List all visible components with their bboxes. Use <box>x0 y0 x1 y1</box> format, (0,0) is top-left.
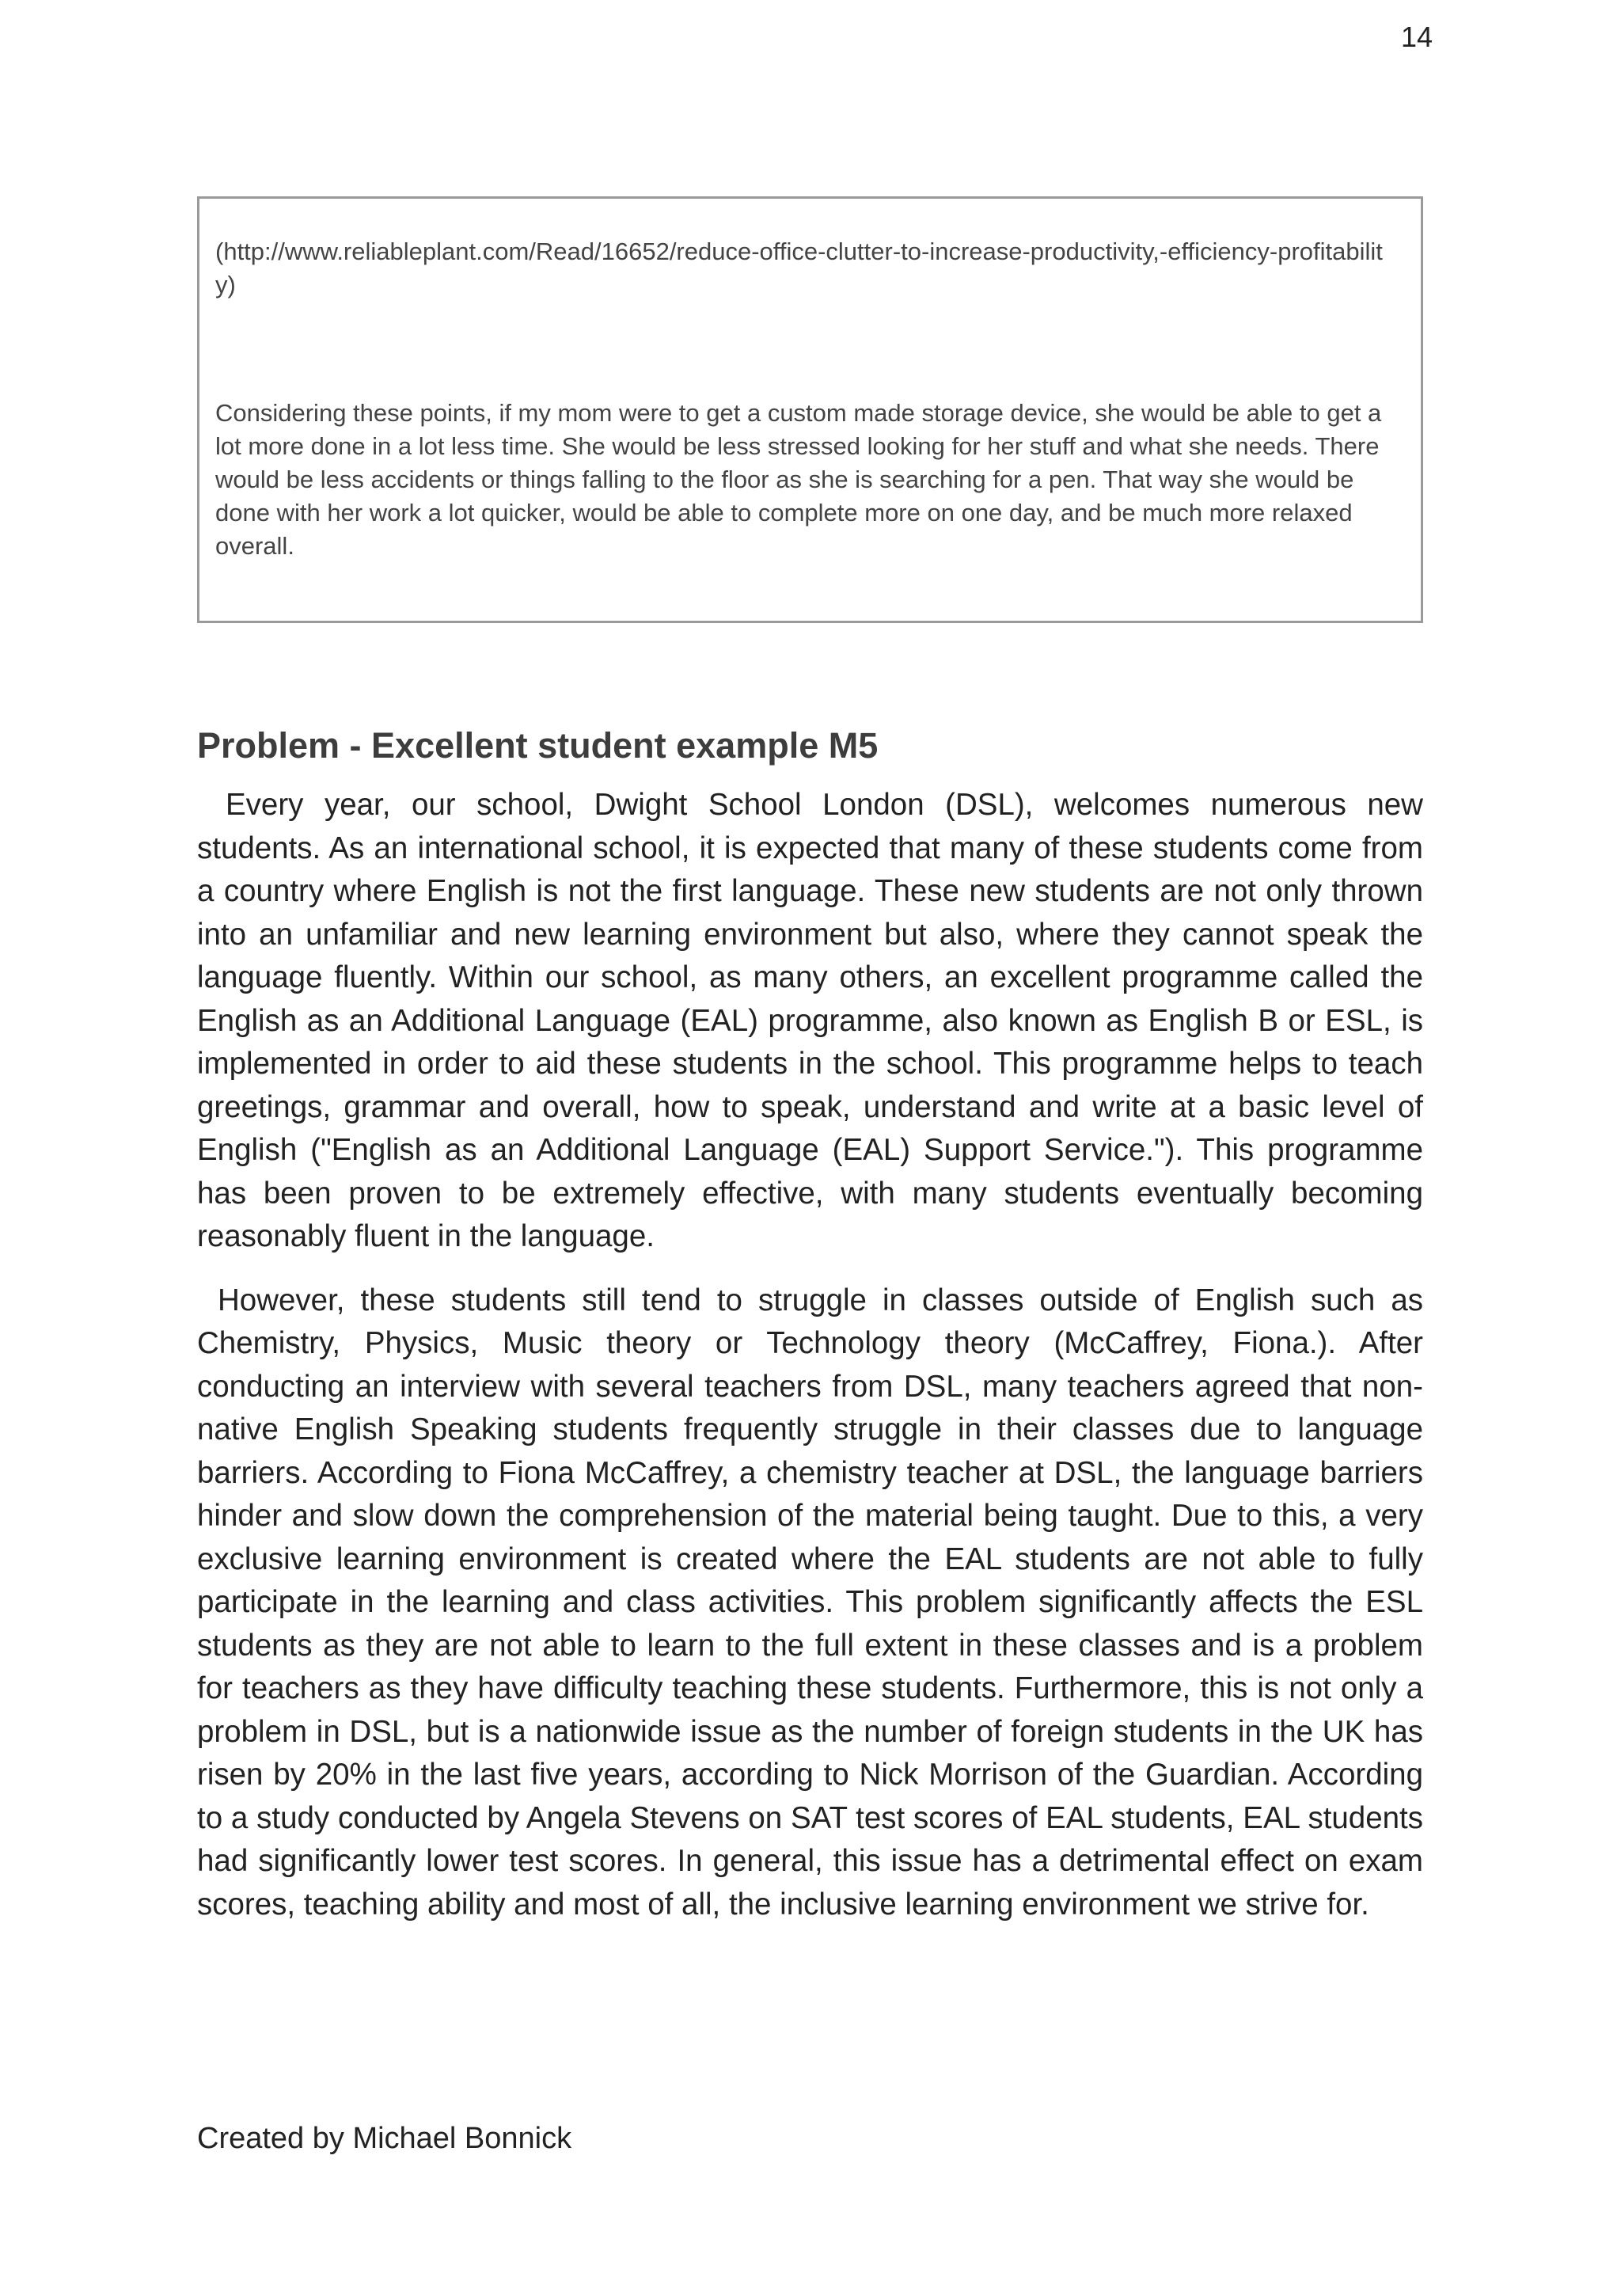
paragraph-2: However, these students still tend to struggle in classes outside of English such as Chemistry, Physics, Music theory or Technology theory (McCaffrey, Fiona.). After conducting an interview with several teachers from DSL, many teachers agreed that non-native English Speaking students frequently struggle in their classes due to language barriers. According to Fiona McCaffrey, a chemistry teacher at DSL, the language barriers hinder and slow down the comprehension of the material being taught. Due to this, a very exclusive learning environment is created where the EAL students are not able to fully participate in the learning and class activities. This problem significantly affects the ESL students as they are not able to learn to the full extent in these classes and is a problem for teachers as they have difficulty teaching these students. Furthermore, this is not only a problem in DSL, but is a nationwide issue as the number of foreign students in the UK has risen by 20% in the last five years, according to Nick Morrison of the Guardian. According to a study conducted by Angela Stevens on SAT test scores of EAL students, EAL students had significantly lower test scores. In general, this issue has a detrimental effect on exam scores, teaching ability and most of all, the inclusive learning environment we strive for. <box>197 1283 1423 1922</box>
footer-credit: Created by Michael Bonnick <box>197 2122 572 2155</box>
section-title: Problem - Excellent student example M5 <box>197 725 879 766</box>
quote-source-url: (http://www.reliableplant.com/Read/16652/reduce-office-clutter-to-increase-productivity,-efficiency-profitability) <box>215 238 1383 298</box>
problem-section <box>197 722 1423 1926</box>
quote-body-text: Considering these points, if my mom were to get a custom made storage device, she would be able to get a lot more done in a lot less time. She would be less stressed looking for her stuff and what she needs. There would be less accidents or things falling to the floor as she is searching for a pen. That way she would be done with her work a lot quicker, would be able to complete more on one day, and be much more relaxed overall. <box>215 399 1382 560</box>
paragraph-1: Every year, our school, Dwight School London (DSL), welcomes numerous new students. As an international school, it is expected that many of these students come from a country where English is not the first language. These new students are not only thrown into an unfamiliar and new learning environment but also, where they cannot speak the language fluently. Within our school, as many others, an excellent programme called the English as an Additional Language (EAL) programme, also known as English B or ESL, is implemented in order to aid these students in the school. This programme helps to teach greetings, grammar and overall, how to speak, understand and write at a basic level of English ("English as an Additional Language (EAL) Support Service."). This programme has been proven to be extremely effective, with many students eventually becoming reasonably fluent in the language. <box>197 788 1423 1253</box>
page-number: 14 <box>1400 21 1433 53</box>
quote-box <box>197 196 1423 623</box>
